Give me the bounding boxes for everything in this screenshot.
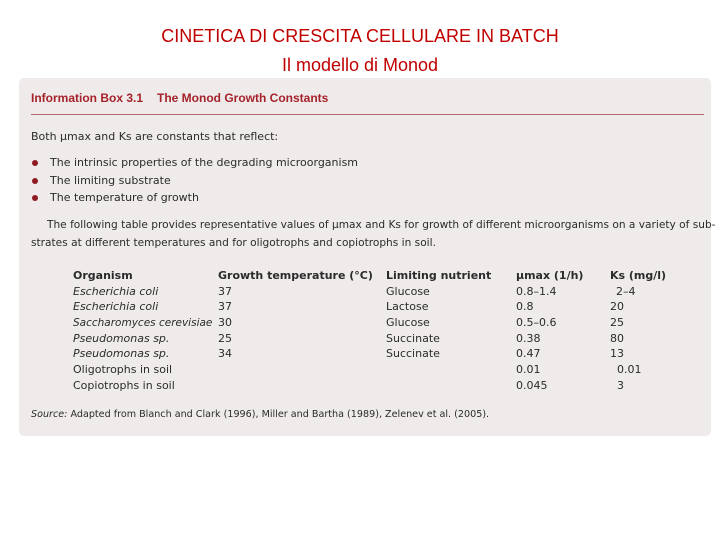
bullet-item: The intrinsic properties of the degrading microorganism [50, 156, 359, 169]
table-cell: 37 [218, 285, 232, 298]
table-cell: 0.01 [516, 363, 541, 376]
slide-subtitle: Il modello di Monod [281, 55, 439, 75]
information-box [19, 78, 716, 436]
source-note [31, 408, 489, 422]
table-cell: 0.8–1.4 [516, 285, 557, 298]
table-cell: Saccharomyces cerevisiae [73, 317, 213, 329]
table-cell: 37 [218, 300, 232, 313]
table-cell: Glucose [386, 316, 430, 329]
header-divider [31, 114, 704, 115]
table-cell: Escherichia coli [73, 285, 159, 298]
table-cell: Pseudomonas sp. [73, 347, 170, 360]
table-cell: Pseudomonas sp. [73, 332, 170, 345]
table-cell: Glucose [386, 285, 430, 298]
table-cell: 0.045 [516, 379, 548, 392]
table-cell: 0.47 [516, 347, 541, 360]
bullet-item: The temperature of growth [50, 191, 199, 204]
column-header: Ks (mg/l) [610, 269, 667, 282]
table-cell: 0.01 [617, 363, 642, 376]
source-text: Adapted from Blanch and Clark (1996), Miller and Bartha (1989), Zelenev et al. (2005). [70, 409, 490, 420]
table-cell: Succinate [386, 332, 440, 345]
source-label: Source: [31, 409, 68, 420]
box-header [31, 91, 704, 111]
table-cell: 2–4 [616, 285, 636, 298]
column-header: Organism [73, 269, 133, 282]
box-label: Information Box 3.1 [31, 91, 144, 105]
intro-text: Both μmax and Ks are constants that reflect: [31, 130, 279, 143]
table-cell: 34 [218, 347, 232, 360]
table-cell: 25 [218, 332, 232, 345]
bullet-icon [32, 178, 38, 184]
table-cell: Copiotrophs in soil [73, 379, 175, 392]
table-cell: 0.38 [516, 332, 541, 345]
table-cell: 3 [617, 379, 624, 392]
slide-title: CINETICA DI CRESCITA CELLULARE IN BATCH [161, 26, 559, 46]
table-cell: 0.8 [516, 300, 534, 313]
table-cell: 13 [610, 347, 624, 360]
table-cell: Succinate [386, 347, 440, 360]
table-cell: 80 [610, 332, 624, 345]
table-cell: Escherichia coli [73, 300, 159, 313]
table-cell: 0.5–0.6 [516, 316, 557, 329]
table-cell: Oligotrophs in soil [73, 363, 173, 376]
bullet-icon [32, 160, 38, 166]
column-header: Limiting nutrient [386, 269, 492, 282]
column-header: Growth temperature (°C) [218, 269, 373, 282]
column-header: μmax (1/h) [516, 269, 584, 282]
paragraph-line: strates at different temperatures and for oligotrophs and copiotrophs in soil. [31, 237, 436, 249]
box-heading: The Monod Growth Constants [157, 91, 329, 105]
table-cell: 25 [610, 316, 624, 329]
table-cell: 30 [218, 316, 232, 329]
bullet-item: The limiting substrate [50, 174, 171, 187]
bullet-icon [32, 195, 38, 201]
table-cell: Lactose [386, 300, 429, 313]
table-cell: 20 [610, 300, 624, 313]
paragraph-line: The following table provides representative values of μmax and Ks for growth of different microorganisms on a variety of sub- [47, 219, 716, 231]
